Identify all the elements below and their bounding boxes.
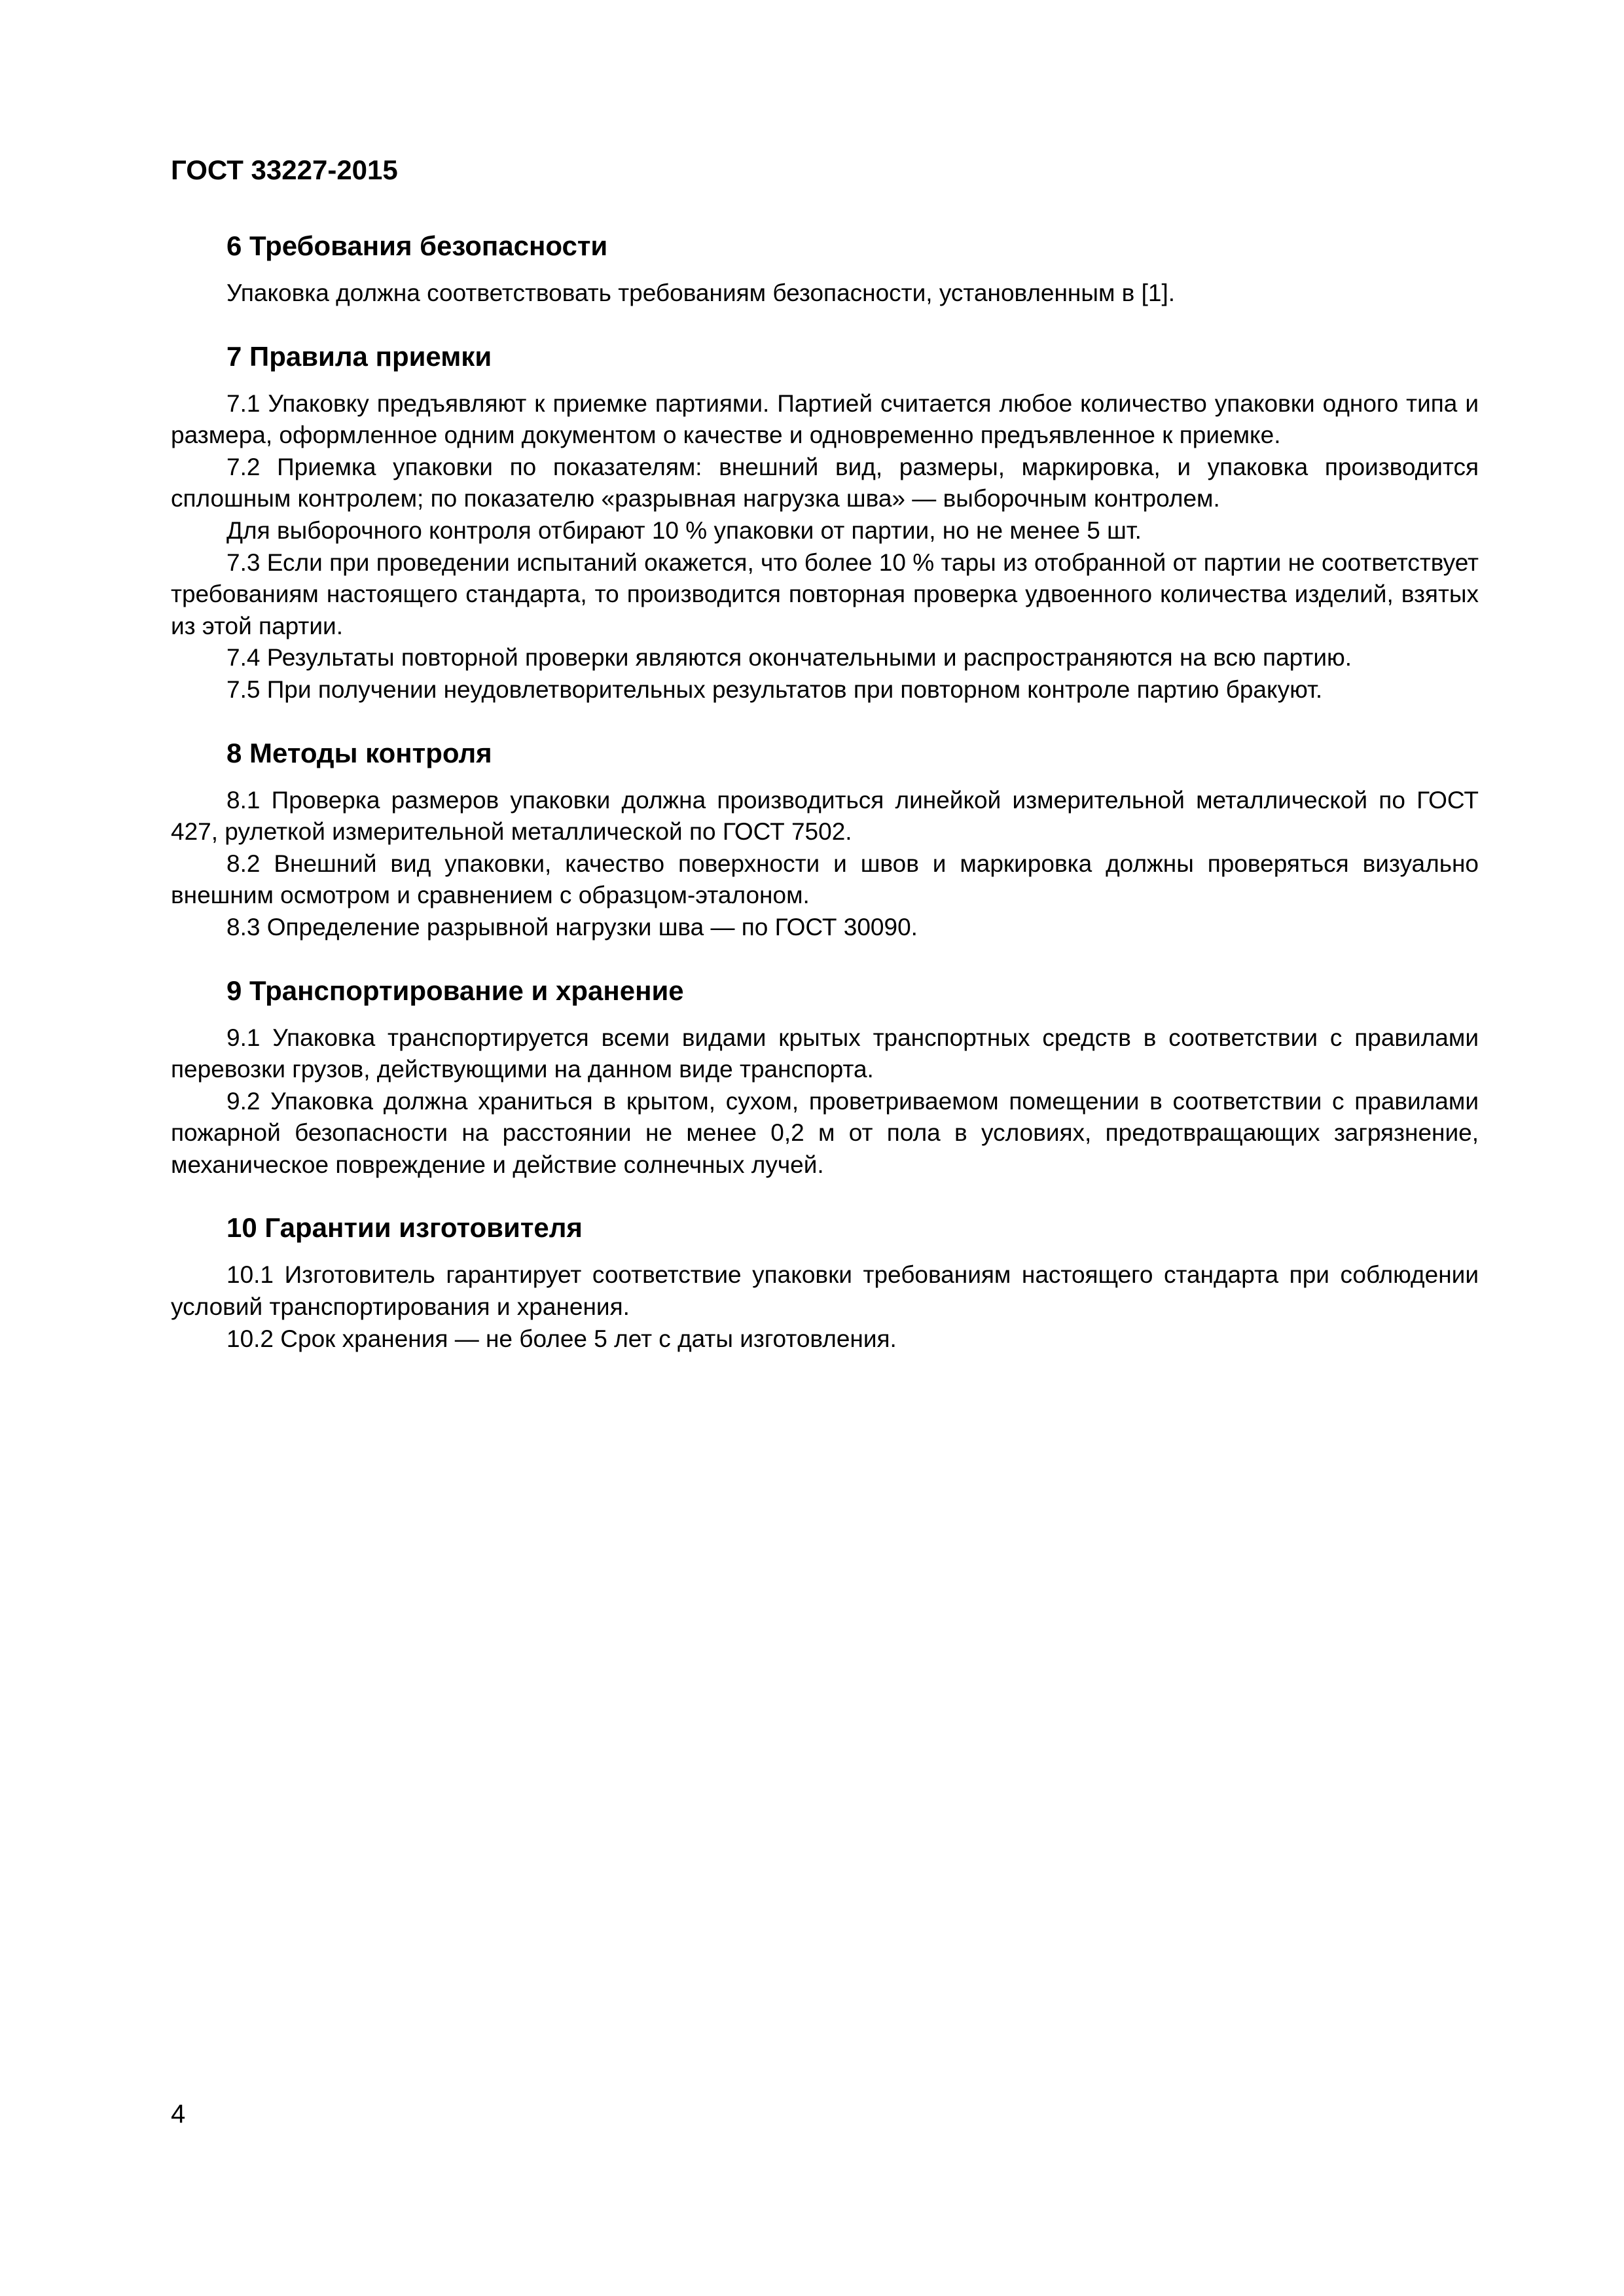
paragraph: 7.5 При получении неудовлетворительных результатов при повторном контроле партию бракуют. xyxy=(226,675,1323,703)
section-title: 9 Транспортирование и хранение xyxy=(226,975,684,1006)
paragraph: 9.1 Упаковка транспортируется всеми видами крытых транспортных средств в соответствии с правилами перевозки грузов, действующими на данном виде транспорта. xyxy=(171,1024,1479,1083)
paragraph: 7.4 Результаты повторной проверки являются окончательными и распространяются на всю партию. xyxy=(226,644,1352,672)
document-header: ГОСТ 33227-2015 xyxy=(171,154,398,185)
section-title: 10 Гарантии изготовителя xyxy=(226,1212,583,1244)
paragraph: 10.2 Срок хранения — не более 5 лет с даты изготовления. xyxy=(226,1325,897,1352)
document-body xyxy=(171,228,1479,1355)
section-title: 8 Методы контроля xyxy=(226,737,492,768)
section-title: 7 Правила приемки xyxy=(226,340,492,372)
paragraph: 8.2 Внешний вид упаковки, качество поверхности и швов и маркировка должны проверяться визуально внешним осмотром и сравнением с образцом-эталоном. xyxy=(171,850,1479,909)
paragraph: 10.1 Изготовитель гарантирует соответствие упаковки требованиям настоящего стандарта при соблюдении условий транспортирования и хранения. xyxy=(171,1261,1479,1321)
section-control-methods xyxy=(171,735,1479,944)
paragraph: Для выборочного контроля отбирают 10 % упаковки от партии, но не менее 5 шт. xyxy=(226,516,1142,544)
paragraph: Упаковка должна соответствовать требованиям безопасности, установленным в [1]. xyxy=(226,279,1176,306)
paragraph: 7.1 Упаковку предъявляют к приемке партиями. Партией считается любое количество упаковки одного типа и размера, оформленное одним документом о качестве и одновременно предъявленное к приемке. xyxy=(171,389,1479,449)
paragraph: 7.2 Приемка упаковки по показателям: внешний вид, размеры, маркировка, и упаковка производится сплошным контролем; по показателю «разрывная нагрузка шва» — выборочным контролем. xyxy=(171,453,1479,512)
paragraph: 7.3 Если при проведении испытаний окажется, что более 10 % тары из отобранной от партии не соответствует требованиям настоящего стандарта, то производится повторная проверка удвоенного количества изделий, взятых из этой партии. xyxy=(171,548,1479,639)
paragraph: 8.1 Проверка размеров упаковки должна производиться линейкой измерительной металлической по ГОСТ 427, рулеткой измерительной металлической по ГОСТ 7502. xyxy=(171,786,1479,846)
section-title: 6 Требования безопасности xyxy=(226,230,608,261)
section-acceptance-rules xyxy=(171,338,1479,706)
paragraph: 8.3 Определение разрывной нагрузки шва — по ГОСТ 30090. xyxy=(226,913,918,941)
section-transport-storage xyxy=(171,973,1479,1181)
section-manufacturer-warranty xyxy=(171,1210,1479,1355)
page-number: 4 xyxy=(171,2100,186,2128)
section-safety-requirements xyxy=(171,228,1479,310)
paragraph: 9.2 Упаковка должна храниться в крытом, сухом, проветриваемом помещении в соответствии с правилами пожарной безопасности на расстоянии не менее 0,2 м от пола в условиях, предотвращающих загрязнение, механическое повреждение и действие солнечных лучей. xyxy=(171,1087,1479,1178)
